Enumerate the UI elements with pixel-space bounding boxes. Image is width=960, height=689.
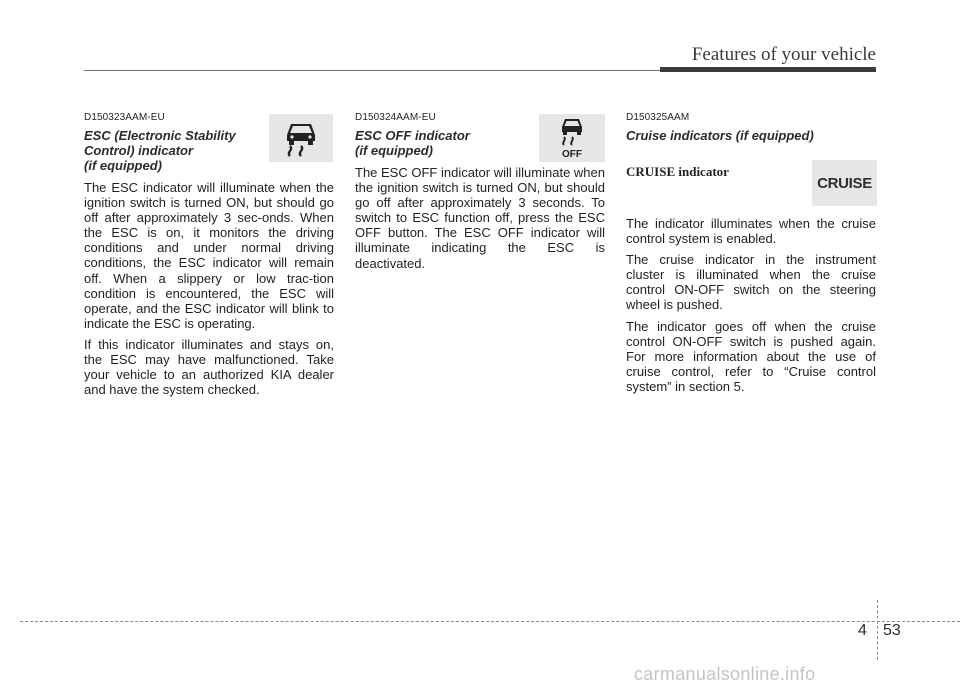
footer-rule [20, 621, 960, 622]
paragraph: The ESC indicator will illuminate when the ignition switch is turned ON, but should go off after approximately 3 sec-onds. When the ESC is on, it monitors the driving conditions and under normal driving conditions, the ESC indicator will remain off. When a slippery or low trac-tion condition is encountered, the ESC will operate, and the ESC indicator will blink to indicate the ESC is operating. [84, 180, 334, 331]
page-section-number: 4 [858, 622, 867, 639]
section-cruise [626, 112, 876, 400]
heading-line: (if equipped) [84, 158, 162, 173]
section-heading [626, 128, 876, 143]
section-code: D150323AAM-EU [84, 112, 165, 123]
paragraph: If this indicator illuminates and stays on, the ESC may have malfunctioned. Take your vehicle to an authorized KIA dealer and have the system checked. [84, 336, 334, 398]
heading-line: Cruise indicators (if equipped) [626, 128, 814, 143]
cruise-label: CRUISE [817, 174, 872, 192]
header-rule [84, 70, 660, 71]
heading-line: ESC (Electronic Stability [84, 128, 236, 143]
paragraph: The cruise indicator in the instrument cluster is illuminated when the cruise control ON-OFF switch on the steering wheel is pushed. [626, 252, 876, 313]
watermark: carmanualsonline.info [634, 664, 816, 684]
heading-line: Control) indicator [84, 143, 194, 158]
section-code: D150324AAM-EU [355, 112, 436, 123]
paragraph: The indicator illuminates when the cruise control system is enabled. [626, 216, 876, 247]
cruise-indicator-icon [812, 160, 877, 206]
heading-line: (if equipped) [355, 143, 433, 158]
esc-off-indicator-icon [539, 114, 605, 162]
sub-heading: CRUISE indicator [626, 164, 729, 179]
esc-indicator-icon [269, 114, 333, 162]
header-bar [660, 67, 876, 72]
esc-off-label: OFF [562, 149, 582, 160]
page-number: 53 [883, 622, 901, 639]
heading-line: ESC OFF indicator [355, 128, 470, 143]
section-code: D150325AAM [626, 112, 690, 123]
footer-divider [877, 600, 878, 660]
header-title: Features of your vehicle [691, 44, 876, 65]
paragraph: The indicator goes off when the cruise control ON-OFF switch is pushed again. For more information about the use of cruise control, refer to “Cruise control system” in section 5. [626, 318, 876, 394]
paragraph: The ESC OFF indicator will illuminate when the ignition switch is turned ON, but should go off after approximately 3 seconds. To switch to ESC function off, press the ESC OFF button. The ESC OFF indicator will illuminate indicating the ESC is deactivated. [355, 165, 605, 271]
